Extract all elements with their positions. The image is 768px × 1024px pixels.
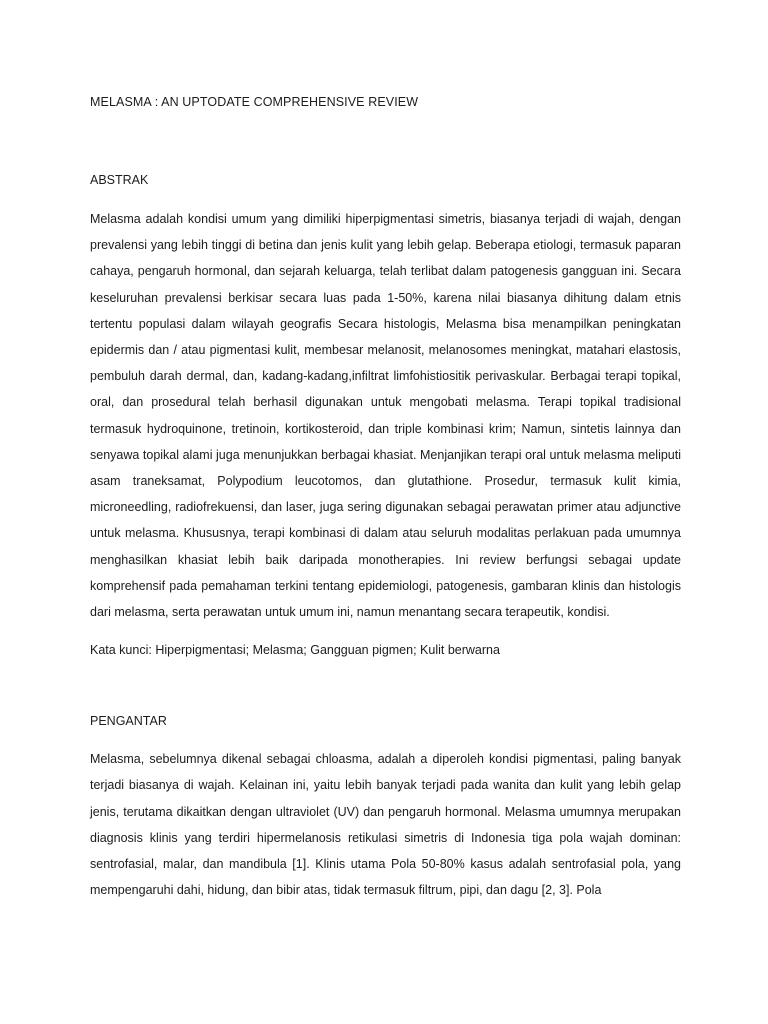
document-content [90,92,681,903]
intro-heading: PENGANTAR [90,714,167,729]
intro-paragraph: Melasma, sebelumnya dikenal sebagai chloasma, adalah a diperoleh kondisi pigmentasi, paling banyak terjadi biasanya di wajah. Kelainan ini, yaitu lebih banyak terjadi pada wanita dan kulit yang lebih gelap jenis, terutama dikaitkan dengan ultraviolet (UV) dan pengaruh hormonal. Melasma umumnya merupakan diagnosis klinis yang terdiri hipermelanosis retikulasi simetris di Indonesia tiga pola wajah dominan: sentrofasial, malar, dan mandibula [1]. Klinis utama Pola 50-80% kasus adalah sentrofasial pola, yang mempengaruhi dahi, hidung, dan bibir atas, tidak termasuk filtrum, pipi, dan dagu [2, 3]. Pola [90,752,681,898]
abstract-paragraph: Melasma adalah kondisi umum yang dimiliki hiperpigmentasi simetris, biasanya terjadi di wajah, dengan prevalensi yang lebih tinggi di betina dan jenis kulit yang lebih gelap. Beberapa etiologi, termasuk paparan cahaya, pengaruh hormonal, dan sejarah keluarga, telah terlibat dalam patogenesis gangguan ini. Secara keseluruhan prevalensi berkisar secara luas pada 1-50%, karena nilai biasanya dihitung dalam etnis tertentu populasi dalam wilayah geografis Secara histologis, Melasma bisa menampilkan peningkatan epidermis dan / atau pigmentasi kulit, membesar melanosit, melanosomes meningkat, matahari elastosis, pembuluh darah dermal, dan, kadang-kadang,infiltrat limfohistiositik perivaskular. Berbagai terapi topikal, oral, dan prosedural telah berhasil digunakan untuk mengobati melasma. Terapi topikal tradisional termasuk hydroquinone, tretinoin, kortikosteroid, dan triple kombinasi krim; Namun, sintetis lainnya dan senyawa topikal alami juga menunjukkan berbagai khasiat. Menjanjikan terapi oral untuk melasma meliputi asam traneksamat, Polypodium leucotomos, dan glutathione. Prosedur, termasuk kulit kimia, microneedling, radiofrekuensi, dan laser, juga sering digunakan sebagai perawatan primer atau adjunctive untuk melasma. Khususnya, terapi kombinasi di dalam atau seluruh modalitas perlakuan pada umumnya menghasilkan khasiat lebih baik daripada monotherapies. Ini review berfungsi sebagai update komprehensif pada pemahaman terkini tentang epidemiologi, patogenesis, gambaran klinis dan histologis dari melasma, serta perawatan untuk umum ini, namun menantang secara terapeutik, kondisi. [90,212,681,620]
keywords-line: Kata kunci: Hiperpigmentasi; Melasma; Gangguan pigmen; Kulit berwarna [90,643,500,658]
abstract-heading: ABSTRAK [90,173,149,187]
document-title: MELASMA : AN UPTODATE COMPREHENSIVE REVIEW [90,95,419,109]
